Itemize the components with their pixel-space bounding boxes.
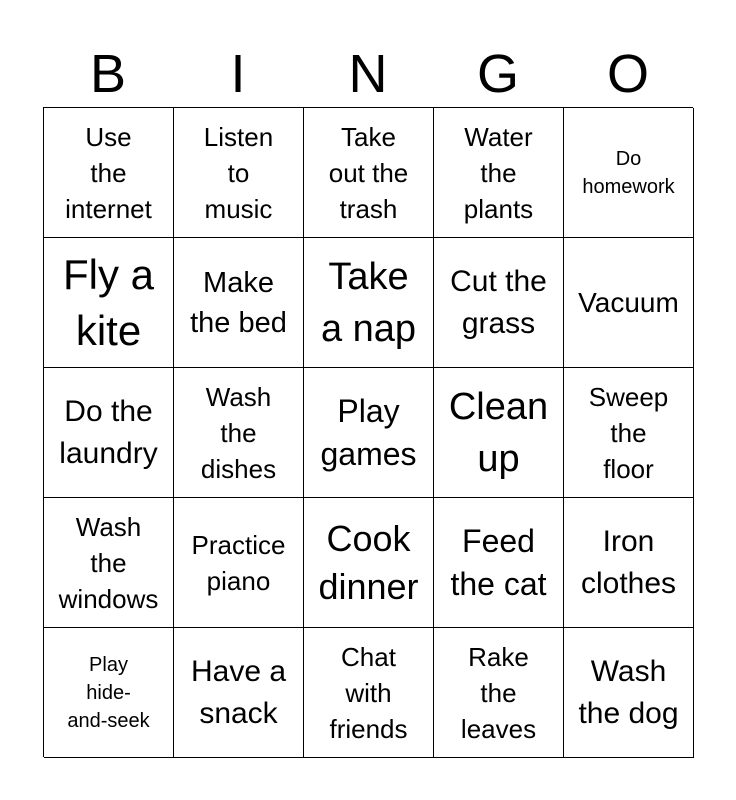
header-letter-g: G (476, 44, 519, 104)
cell-text: Sweep the floor (588, 381, 669, 484)
bingo-cell (44, 498, 174, 628)
bingo-cell (434, 628, 564, 758)
header-letter-o: O (606, 44, 649, 104)
bingo-cell (174, 238, 304, 368)
cell-text: Take a nap (320, 255, 417, 350)
bingo-cell (174, 368, 304, 498)
cell-text: Use the internet (65, 121, 152, 224)
bingo-cell (44, 628, 174, 758)
cell-text: Wash the dishes (200, 381, 277, 484)
cell-text: Wash the dog (578, 654, 679, 730)
bingo-cell (304, 238, 434, 368)
bingo-cell (564, 108, 694, 238)
cell-text: Make the bed (190, 266, 287, 339)
cell-text: Cut the grass (450, 264, 547, 340)
bingo-cell (304, 628, 434, 758)
header-letter-b: B (89, 44, 127, 104)
cell-text: Listen to music (203, 121, 274, 224)
cell-text: Wash the windows (58, 511, 159, 614)
cell-text: Iron clothes (580, 524, 677, 600)
bingo-cell (44, 238, 174, 368)
cell-text: Rake the leaves (460, 641, 537, 744)
cell-text: Have a snack (190, 654, 287, 730)
bingo-cell (304, 498, 434, 628)
cell-text: Take out the trash (328, 121, 409, 224)
bingo-cell (434, 238, 564, 368)
bingo-cell (174, 498, 304, 628)
bingo-cell (434, 108, 564, 238)
bingo-header (43, 40, 693, 108)
bingo-cell (564, 238, 694, 368)
bingo-cell (44, 108, 174, 238)
cell-text: Feed the cat (450, 522, 547, 602)
bingo-cell (174, 108, 304, 238)
header-letter-i: I (230, 44, 246, 104)
cell-text: Do homework (582, 147, 675, 198)
bingo-cell (564, 498, 694, 628)
cell-text: Do the laundry (59, 394, 158, 470)
cell-text: Cook dinner (318, 517, 419, 607)
cell-text: Practice piano (191, 529, 286, 596)
cell-text: Vacuum (578, 287, 679, 318)
bingo-board (43, 107, 693, 757)
bingo-cell (434, 368, 564, 498)
bingo-cell (564, 628, 694, 758)
bingo-cell (304, 368, 434, 498)
bingo-cell (564, 368, 694, 498)
header-letter-n: N (348, 44, 388, 104)
bingo-cell (434, 498, 564, 628)
bingo-cell (44, 368, 174, 498)
cell-text: Play hide- and-seek (67, 653, 150, 732)
cell-text: Play games (320, 392, 417, 472)
bingo-cell (174, 628, 304, 758)
cell-text: Fly a kite (62, 250, 154, 354)
bingo-cell (304, 108, 434, 238)
cell-text: Clean up (448, 385, 549, 480)
cell-text: Water the plants (463, 121, 534, 224)
cell-text: Chat with friends (329, 641, 408, 744)
